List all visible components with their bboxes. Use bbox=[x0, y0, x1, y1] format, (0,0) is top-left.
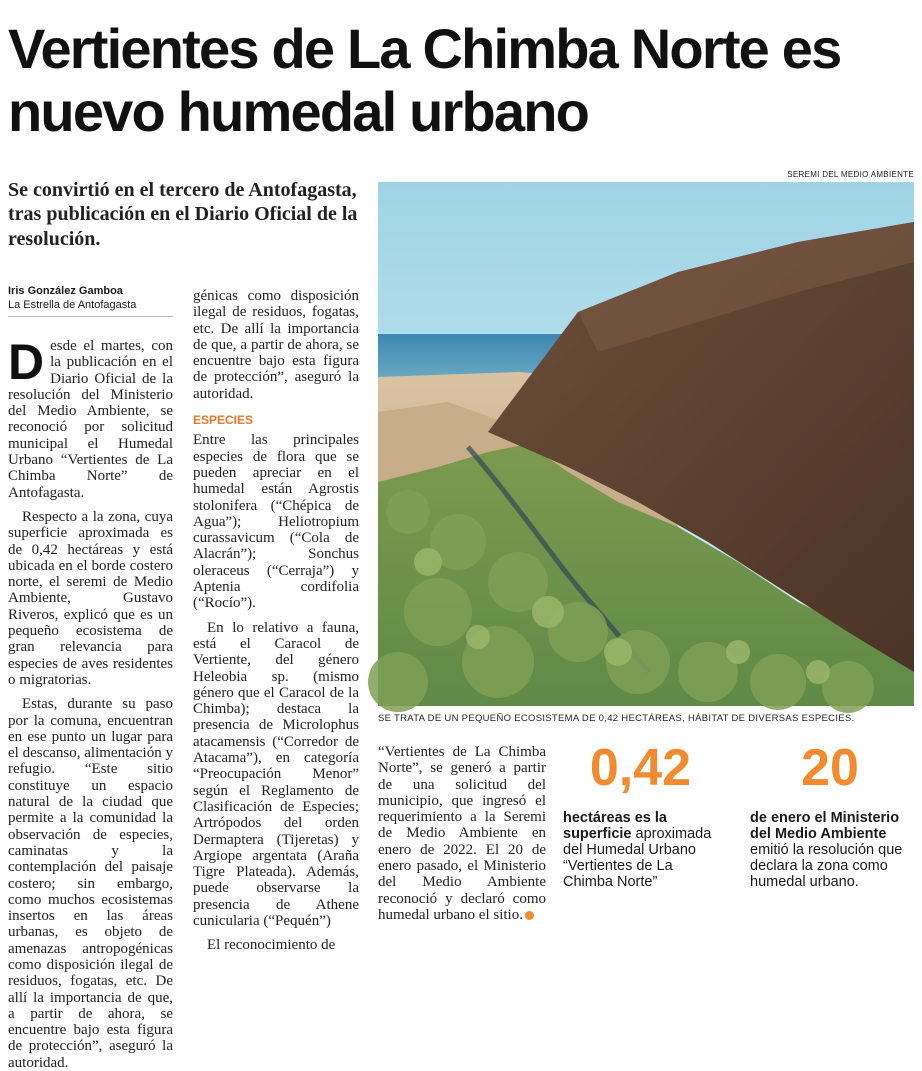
paragraph-5: En lo relativo a fauna, está el Caracol de Vertiente, del género Heleobia sp. (mismo género que el Caracol de la Chimba); destaca la presencia de Microlophus atacamensis (“Corredor de Atacama”), en categoría “Preocupación Menor” según el Reglamento de Clasificación de Especies; Artrópodos del orden Dermaptera (Tijeretas) y Argiope argentata (Araña Tigre Plateada). Además, puede observarse la presencia de Athene cunicularia (“Pequén”) bbox=[193, 619, 359, 929]
subhead-especies: ESPECIES bbox=[193, 413, 254, 428]
fact-1-number: 0,42 bbox=[589, 739, 692, 797]
fact-1-text bbox=[563, 810, 723, 890]
byline bbox=[8, 284, 136, 313]
article-column-2 bbox=[193, 288, 359, 954]
article-column-1 bbox=[8, 334, 173, 1071]
paragraph-4: Entre las principales especies de flora que se pueden apreciar en el humedal están Agrostis stolonifera (“Chépica de Agua”); Heliotropium curassavicum (“Cola de Alacrán”); Sonchus oleraceus (“Cerraja”) y Aptenia cordifolia (“Rocío”). bbox=[193, 432, 359, 612]
fact-box-1 bbox=[563, 739, 723, 890]
wetland-landscape-illustration bbox=[378, 182, 914, 706]
fact-box-2 bbox=[750, 739, 910, 890]
author-name: Iris González Gamboa bbox=[8, 285, 123, 297]
fact-1-bold: hectáreas es la superficie bbox=[563, 810, 667, 842]
paragraph-2: Respecto a la zona, cuya superficie aproximada es de 0,42 hectáreas y está ubicada en el borde costero norte, el seremi de Medio Ambiente, Gustavo Riveros, explicó que es un pequeño ecosistema de gran relevancia para especies de aves residentes o migratorias. bbox=[8, 508, 173, 688]
fact-2-text bbox=[750, 810, 910, 890]
end-mark-icon bbox=[525, 911, 534, 920]
fact-2-rest: emitió la resolución que declara la zona como humedal urbano. bbox=[750, 842, 903, 890]
article-column-3 bbox=[378, 744, 546, 934]
fact-1-rest: aproximada del Humedal Urbano “Vertientes de La Chimba Norte” bbox=[563, 826, 712, 890]
deck-subtitle: Se convirtió en el tercero de Antofagasta, tras publicación en el Diario Oficial de la resolución. bbox=[8, 179, 358, 250]
wetland-photo bbox=[378, 182, 914, 706]
photo-credit: SEREMI DEL MEDIO AMBIENTE bbox=[787, 170, 914, 179]
paragraph-1 bbox=[8, 334, 173, 501]
drop-cap: D bbox=[8, 334, 45, 390]
photo-caption: SE TRATA DE UN PEQUEÑO ECOSISTEMA DE 0,42 HECTÁREAS, HÁBITAT DE DIVERSAS ESPECIES. bbox=[378, 713, 855, 724]
paragraph-6-start: El reconocimiento de bbox=[207, 937, 336, 954]
headline: Vertientes de La Chimba Norte es nuevo humedal urbano bbox=[8, 17, 841, 143]
fact-2-number: 20 bbox=[801, 739, 859, 797]
paragraph-6-continued: “Vertientes de La Chimba Norte”, se generó a partir de una solicitud del municipio, que ingresó el requerimiento a la Seremi de Medio Ambiente en enero de 2022. El 20 de enero pasado, el Ministerio del Medio Ambiente reconoció y declaró como humedal urbano el sitio. bbox=[378, 744, 546, 923]
outlet-name: La Estrella de Antofagasta bbox=[8, 299, 137, 312]
paragraph-3-continued: génicas como disposición ilegal de residuos, fogatas, etc. De allí la importancia de que, a partir de ahora, se encuentre bajo esta figura de protección”, aseguró la autoridad. bbox=[193, 288, 359, 402]
paragraph-1-text: esde el martes, con la publicación en el Diario Oficial de la resolución del Ministerio del Medio Ambiente, se reconoció por solicitud municipal el Humedal Urbano “Vertientes de La Chimba Norte” de Antofagasta. bbox=[8, 338, 173, 501]
paragraph-3: Estas, durante su paso por la comuna, encuentran en ese punto un lugar para el descanso, alimentación y refugio. “Este sitio constituye un espacio natural de la ciudad que permite a la comunidad la observación de especies, caminatas y la contemplación del paisaje costero; sin embargo, como muchos ecosistemas insertos en las áreas urbanas, es objeto de amenazas antropogénicas como disposición ilegal de residuos, fogatas, etc. De allí la importancia de que, a partir de ahora, se encuentre bajo esta figura de protección”, aseguró la autoridad. bbox=[8, 696, 173, 1071]
byline-rule bbox=[8, 316, 173, 317]
fact-2-bold: de enero el Ministerio del Medio Ambiente bbox=[750, 810, 900, 842]
